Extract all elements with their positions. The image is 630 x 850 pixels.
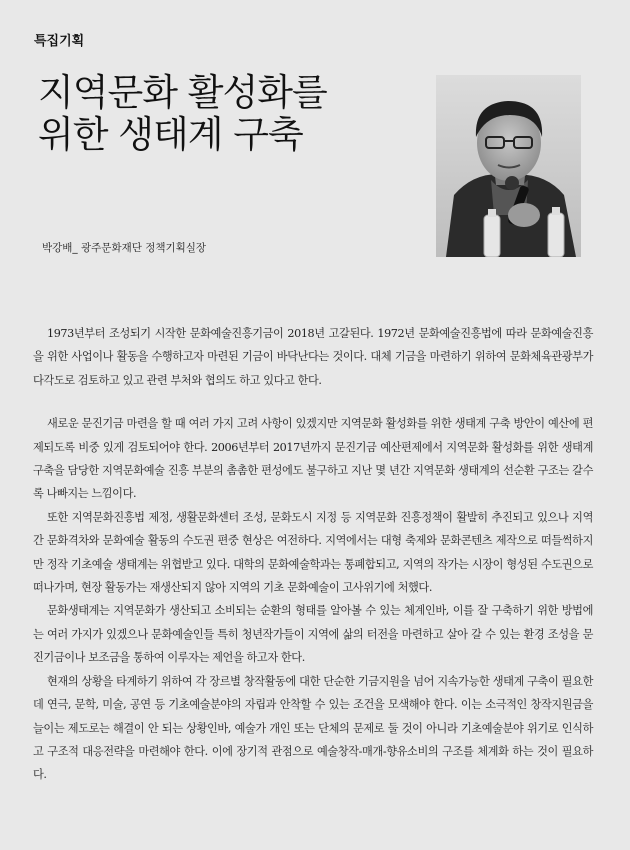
paragraph-5: 현재의 상황을 타계하기 위하여 각 장르별 창작활동에 대한 단순한 기금지원을 넘어 지속가능한 생태계 구축이 필요한데 연극, 문학, 미술, 공연 등 기초예술분야의 자립과 안착할 수 있는 조건을 모색해야 한다. 이는 소극적인 창작지원금을 늘이는 제도로는 해결이 안 되는 상황인바, 예술가 개인 또는 단체의 문제로 둘 것이 아니라 기초예술분야 위기로 인식하고 구조적 대응전략을 마련해야 한다. 이에 장기적 관점으로 예술창작-매개-향유소비의 구조를 체계화 하는 것이 필요하다. [33, 674, 593, 782]
title-line-2: 위한 생태계 구축 [38, 113, 303, 156]
author-name: 박강배_ [42, 242, 78, 254]
article-title [38, 72, 418, 156]
paragraph-4: 문화생태계는 지역문화가 생산되고 소비되는 순환의 형태를 알아볼 수 있는 체계인바, 이를 잘 구축하기 위한 방법에는 여러 가지가 있겠으나 문화예술인들 특히 청년작가들이 지역에 삶의 터전을 마련하고 살아 갈 수 있는 환경 조성을 문진기금이나 보조금을 통하여 이루자는 제언을 하고자 한다. [33, 604, 593, 665]
paragraph-1: 1973년부터 조성되기 시작한 문화예술진흥기금이 2018년 고갈된다. 1972년 문화예술진흥법에 따라 문화예술진흥을 위한 사업이나 활동을 수행하고자 마련된 기금이 바닥난다는 것이다. 대체 기금을 마련하기 위하여 문화체육관광부가 다각도로 검토하고 있고 관련 부처와 협의도 하고 있다고 한다. [33, 327, 593, 387]
author-portrait-icon [436, 75, 581, 257]
title-line-1: 지역문화 활성화를 [38, 71, 327, 114]
author-photo [436, 75, 581, 257]
author-position: 광주문화재단 정책기획실장 [77, 242, 207, 254]
paragraph-3: 또한 지역문화진흥법 제정, 생활문화센터 조성, 문화도시 지정 등 지역문화 진흥정책이 활발히 추진되고 있으나 지역 간 문화격차와 문화예술 활동의 수도권 편중 현상은 여전하다. 지역에서는 대형 축제와 문화콘텐츠 제작으로 떠들썩하지만 정작 기초예술 생태계는 위협받고 있다. 대학의 문화예술학과는 통폐합되고, 지역의 작가는 시장이 형성된 수도권으로 떠나가며, 현장 활동가는 재생산되지 않아 지역의 기초 문화예술이 고사위기에 처했다. [33, 510, 593, 595]
byline [42, 240, 206, 255]
section-label: 특집기획 [34, 34, 85, 49]
article-body [33, 322, 593, 787]
paragraph-2: 새로운 문진기금 마련을 할 때 여러 가지 고려 사항이 있겠지만 지역문화 활성화를 위한 생태계 구축 방안이 예산에 편제되도록 비중 있게 검토되어야 한다. 2006년부터 2017년까지 문진기금 예산편제에서 지역문화 활성화를 위한 생태계 구축을 담당한 지역문화예술 진흥 부분의 촘촘한 편성에도 불구하고 지난 몇 년간 지역문화 생태계의 선순환 구조는 갈수록 나빠지는 느낌이다. [33, 417, 593, 501]
